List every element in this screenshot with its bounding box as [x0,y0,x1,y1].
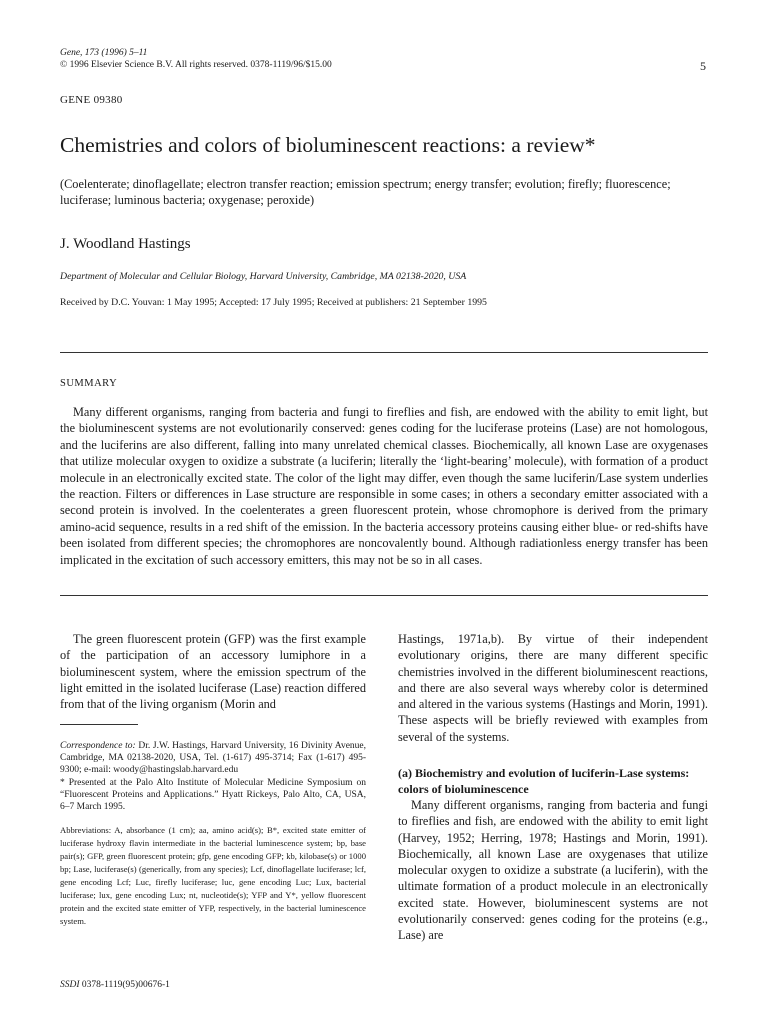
copyright-line: © 1996 Elsevier Science B.V. All rights reserved. 0378-1119/96/$15.00 [60,60,332,70]
correspondence-footnote [60,740,366,776]
received-dates: Received by D.C. Youvan: 1 May 1995; Accepted: 17 July 1995; Received at publishers: 21 September 1995 [60,297,487,308]
page-number: 5 [700,59,706,73]
journal-header [60,47,460,71]
body-paragraph-left: The green fluorescent protein (GFP) was the first example of the participation of an accessory lumiphore in a bioluminescent system, where the emission spectrum of the light emitted in the isolated luciferase (Lase) reaction differed from that of the living organism (Morin and [60,632,366,712]
presented-footnote: * Presented at the Palo Alto Institute of Molecular Medicine Symposium on “Fluorescent Proteins and Applications.” Hyatt Rickeys, Palo Alto, CA, USA, 6–7 March 1995. [60,778,366,812]
summary-heading: SUMMARY [60,378,118,389]
author-name: J. Woodland Hastings [60,236,191,252]
summary-text: Many different organisms, ranging from bacteria and fungi to fireflies and fish, are endowed with the ability to emit light, but the bioluminescent systems are not evolutionarily conserved: genes coding for the luciferase proteins (Lase) are not homologous, and the luciferins are also different, falling into many unrelated chemical classes. Biochemically, all known Lase are oxygenases that utilize molecular oxygen to oxidize a substrate (a luciferin; literally the ‘light-bearing’ molecule), with formation of a product molecule in an electronically excited state. The color of the light may differ, even though the same luciferin/Lase system underlies the reaction. Filters or differences in Lase structure are responsible in some cases; in others a secondary emitter associated with a second protein is involved. In the coelenterates a green fluorescent protein, whose chromophore is derived from the primary amino-acid sequence, results in a red shift of the emission. In the bacteria accessory proteins causing either blue- or red-shifts have been isolated from different species; the chromophores are noncovalently bound. Although radiationless energy transfer has been implicated in the excitation of such accessory emitters, this may not be so in all cases. [60,405,708,567]
correspondence-text: Dr. J.W. Hastings, Harvard University, 16 Divinity Avenue, Cambridge, MA 02138-2020, USA, Tel. (1-617) 495-3714; Fax (1-617) 495-9300; e-mail: woody@hastingslab.harvard.edu [60,741,367,775]
abbreviations-footnote: Abbreviations: A, absorbance (1 cm); aa, amino acid(s); B*, excited state emitter of luciferase hydroxy flavin intermediate in the bacterial luminescence system; bp, base pair(s); GFP, green fluorescent protein; gfp, gene encoding GFP; kb, kilobase(s) or 1000 bp; Lase, luciferase(s) (generically, from any species); Lcf, dinoflagellate luciferase; lcf, gene encoding Lcf; Luc, firefly luciferase; luc, gene encoding Luc; Lux, bacterial luciferase; lux, gene encoding Lux; nt, nucleotide(s); YFP and Y*, yellow fluorescent protein and the excited state emitter of YFP, respectively, in the bacterial luminescence system. [60,825,366,926]
ssdi-number: 0378-1119(95)00676-1 [79,980,170,990]
ssdi-label: SSDI [60,980,80,990]
keywords: (Coelenterate; dinoflagellate; electron transfer reaction; emission spectrum; energy transfer; evolution; firefly; fluorescence; luciferase; luminous bacteria; oxygenase; peroxide) [60,177,671,207]
section-heading: (a) Biochemistry and evolution of luciferin-Lase systems: colors of bioluminescence [398,766,690,796]
ssdi-line [60,980,170,990]
affiliation: Department of Molecular and Cellular Biology, Harvard University, Cambridge, MA 02138-2020, USA [60,271,467,282]
journal-reference: Gene, 173 (1996) 5–11 [60,48,148,58]
gene-id: GENE 09380 [60,94,123,106]
footnote-rule [60,724,138,725]
section-paragraph: Many different organisms, ranging from bacteria and fungi to fireflies and fish, are endowed with the ability to emit light (Harvey, 1952; Herring, 1978; Hastings and Morin, 1991). Biochemically, all known Lase are oxygenases that utilize molecular oxygen to oxidize a substrate (a luciferin), with the ultimate formation of a product molecule in an electronically excited state. However, bioluminescent systems are not evolutionarily conserved: genes coding for the proteins (e.g., Lase) are [398,798,708,943]
correspondence-label: Correspondence to: [60,741,136,751]
body-paragraph-right: Hastings, 1971a,b). By virtue of their independent evolutionary origins, there are many different specific chemistries involved in the different bioluminescent reactions, and there are also several ways whereby color is determined and altered in the various systems (Hastings and Morin, 1991). These aspects will be briefly reviewed with examples from several of the systems. [398,632,708,744]
divider-summary [60,595,708,596]
divider-top [60,352,708,353]
article-title: Chemistries and colors of bioluminescent reactions: a review* [60,133,596,157]
